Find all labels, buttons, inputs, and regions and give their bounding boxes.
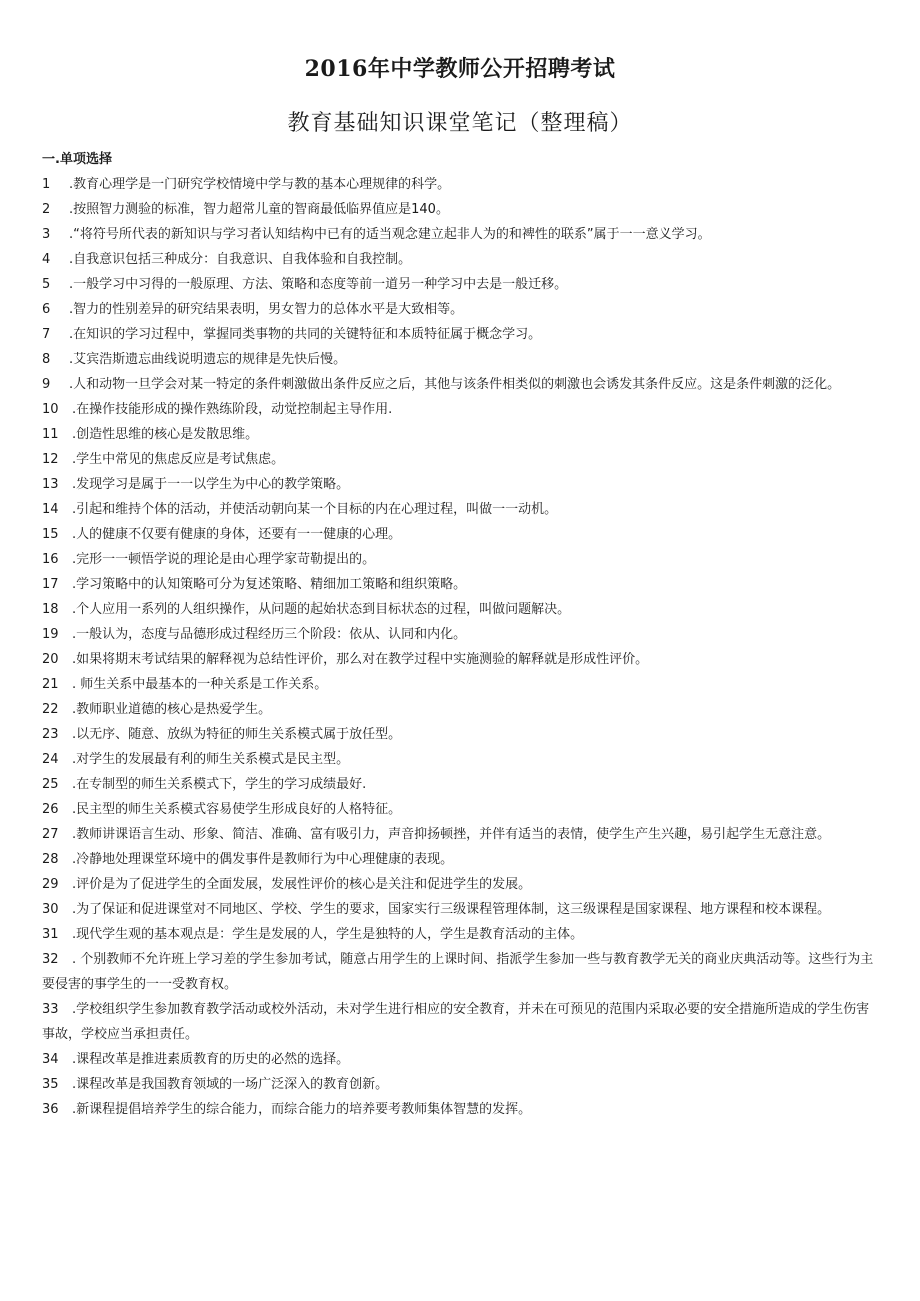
item-number: 18 (42, 602, 59, 617)
item-text: .学习策略中的认知策略可分为复述策略、精细加工策略和组织策略。 (72, 577, 467, 592)
item-number: 31 (42, 927, 59, 942)
list-item (42, 522, 878, 547)
item-text: .教育心理学是一门研究学校情境中学与教的基本心理规律的科学。 (69, 177, 451, 192)
item-text: .艾宾浩斯遗忘曲线说明遗忘的规律是先快后慢。 (69, 352, 347, 367)
item-text: .以无序、随意、放纵为特征的师生关系模式属于放任型。 (72, 727, 402, 742)
list-item (42, 497, 878, 522)
item-text: .按照智力测验的标准，智力超常儿童的智商最低临界值应是140。 (69, 202, 449, 217)
item-text: .一般认为，态度与品德形成过程经历三个阶段：依从、认同和内化。 (72, 627, 467, 642)
list-item (42, 922, 878, 947)
item-number: 8 (42, 352, 51, 367)
list-item (42, 472, 878, 497)
item-text: .新课程提倡培养学生的综合能力，而综合能力的培养要考教师集体智慧的发挥。 (72, 1102, 532, 1117)
item-number: 15 (42, 527, 59, 542)
item-text: .现代学生观的基本观点是：学生是发展的人，学生是独特的人，学生是教育活动的主体。 (72, 927, 584, 942)
item-number: 25 (42, 777, 59, 792)
list-item (42, 822, 878, 847)
item-text: .评价是为了促进学生的全面发展，发展性评价的核心是关注和促进学生的发展。 (72, 877, 532, 892)
item-text: .发现学习是属于一一以学生为中心的教学策略。 (72, 477, 350, 492)
item-text: .在操作技能形成的操作熟练阶段，动觉控制起主导作用. (72, 402, 393, 417)
item-text: .教师讲课语言生动、形象、简洁、准确、富有吸引力，声音抑扬顿挫，并伴有适当的表情，使学生产生兴趣，易引起学生无意注意。 (72, 827, 831, 842)
item-text: .课程改革是我国教育领域的一场广泛深入的教育创新。 (72, 1077, 389, 1092)
item-text: .智力的性别差异的研究结果表明，男女智力的总体水平是大致相等。 (69, 302, 464, 317)
item-text: .一般学习中习得的一般原理、方法、策略和态度等前一道另一种学习中去是一般迁移。 (69, 277, 568, 292)
item-text: .学校组织学生参加教育教学活动或校外活动，未对学生进行相应的安全教育，并未在可预见的范围内采取必要的安全措施所造成的学生伤害事故，学校应当承担责任。 (42, 1002, 870, 1042)
item-number: 5 (42, 277, 51, 292)
item-number: 28 (42, 852, 59, 867)
item-text: . 师生关系中最基本的一种关系是工作关系。 (72, 677, 328, 692)
list-item (42, 372, 878, 397)
item-text: .人的健康不仅要有健康的身体，还要有一一健康的心理。 (72, 527, 402, 542)
item-text: .完形一一顿悟学说的理论是由心理学家苛勒提出的。 (72, 552, 376, 567)
item-text: .教师职业道德的核心是热爱学生。 (72, 702, 272, 717)
item-text: .“将符号所代表的新知识与学习者认知结构中已有的适当观念建立起非人为的和裨性的联系”属于一一意义学习。 (69, 227, 711, 242)
question-list (42, 172, 878, 1122)
item-text: .个人应用一系列的人组织操作，从问题的起始状态到目标状态的过程，叫做问题解决。 (72, 602, 571, 617)
item-text: .在专制型的师生关系模式下，学生的学习成绩最好. (72, 777, 367, 792)
list-item (42, 322, 878, 347)
list-item (42, 647, 878, 672)
item-number: 7 (42, 327, 51, 342)
item-text: .引起和维持个体的活动，并使活动朝向某一个目标的内在心理过程，叫做一一动机。 (72, 502, 558, 517)
item-text: .学生中常见的焦虑反应是考试焦虑。 (72, 452, 285, 467)
list-item (42, 997, 878, 1047)
item-number: 20 (42, 652, 59, 667)
item-number: 35 (42, 1077, 59, 1092)
item-number: 11 (42, 427, 59, 442)
item-number: 10 (42, 402, 59, 417)
list-item (42, 872, 878, 897)
list-item (42, 722, 878, 747)
item-number: 13 (42, 477, 59, 492)
list-item (42, 572, 878, 597)
item-number: 26 (42, 802, 59, 817)
list-item (42, 1097, 878, 1122)
item-text: .课程改革是推进素质教育的历史的必然的选择。 (72, 1052, 350, 1067)
item-number: 12 (42, 452, 59, 467)
item-text: .在知识的学习过程中，掌握同类事物的共同的关键特征和本质特征属于概念学习。 (69, 327, 542, 342)
list-item (42, 297, 878, 322)
item-number: 34 (42, 1052, 59, 1067)
list-item (42, 847, 878, 872)
item-number: 21 (42, 677, 59, 692)
item-number: 4 (42, 252, 51, 267)
item-text: .民主型的师生关系模式容易使学生形成良好的人格特征。 (72, 802, 402, 817)
item-number: 29 (42, 877, 59, 892)
item-number: 33 (42, 1002, 59, 1017)
list-item (42, 272, 878, 297)
list-item (42, 547, 878, 572)
item-number: 14 (42, 502, 59, 517)
list-item (42, 222, 878, 247)
item-text: . 个别教师不允许班上学习差的学生参加考试，随意占用学生的上课时间、指派学生参加一些与教育教学无关的商业庆典活动等。这些行为主要侵害的事学生的一一受教育权。 (42, 952, 874, 992)
list-item (42, 797, 878, 822)
item-number: 19 (42, 627, 59, 642)
list-item (42, 597, 878, 622)
list-item (42, 897, 878, 922)
item-number: 27 (42, 827, 59, 842)
document-title: 2016年中学教师公开招聘考试 (304, 56, 616, 82)
item-number: 1 (42, 177, 51, 192)
list-item (42, 1072, 878, 1097)
list-item (42, 447, 878, 472)
list-item (42, 1047, 878, 1072)
item-number: 36 (42, 1102, 59, 1117)
item-number: 30 (42, 902, 59, 917)
list-item (42, 672, 878, 697)
item-number: 23 (42, 727, 59, 742)
list-item (42, 247, 878, 272)
item-number: 16 (42, 552, 59, 567)
item-number: 2 (42, 202, 51, 217)
list-item (42, 772, 878, 797)
document-subtitle: 教育基础知识课堂笔记（整理稿） (287, 111, 633, 136)
item-text: .创造性思维的核心是发散思维。 (72, 427, 259, 442)
list-item (42, 422, 878, 447)
section-heading: 一.单项选择 (42, 152, 112, 167)
item-text: .人和动物一旦学会对某一特定的条件刺激做出条件反应之后，其他与该条件相类似的刺激也会诱发其条件反应。这是条件刺激的泛化。 (69, 377, 841, 392)
item-text: .冷静地处理课堂环境中的偶发事件是教师行为中心理健康的表现。 (72, 852, 454, 867)
list-item (42, 197, 878, 222)
item-text: .自我意识包括三种成分：自我意识、自我体验和自我控制。 (69, 252, 412, 267)
item-number: 17 (42, 577, 59, 592)
list-item (42, 622, 878, 647)
item-number: 22 (42, 702, 59, 717)
item-number: 9 (42, 377, 51, 392)
item-text: .如果将期末考试结果的解释视为总结性评价，那么对在教学过程中实施测验的解释就是形成性评价。 (72, 652, 649, 667)
item-number: 24 (42, 752, 59, 767)
item-number: 3 (42, 227, 51, 242)
list-item (42, 947, 878, 997)
list-item (42, 397, 878, 422)
list-item (42, 697, 878, 722)
list-item (42, 347, 878, 372)
item-text: .对学生的发展最有利的师生关系模式是民主型。 (72, 752, 350, 767)
item-text: .为了保证和促进课堂对不同地区、学校、学生的要求，国家实行三级课程管理体制，这三级课程是国家课程、地方课程和校本课程。 (72, 902, 831, 917)
item-number: 32 (42, 952, 59, 967)
list-item (42, 172, 878, 197)
item-number: 6 (42, 302, 51, 317)
list-item (42, 747, 878, 772)
